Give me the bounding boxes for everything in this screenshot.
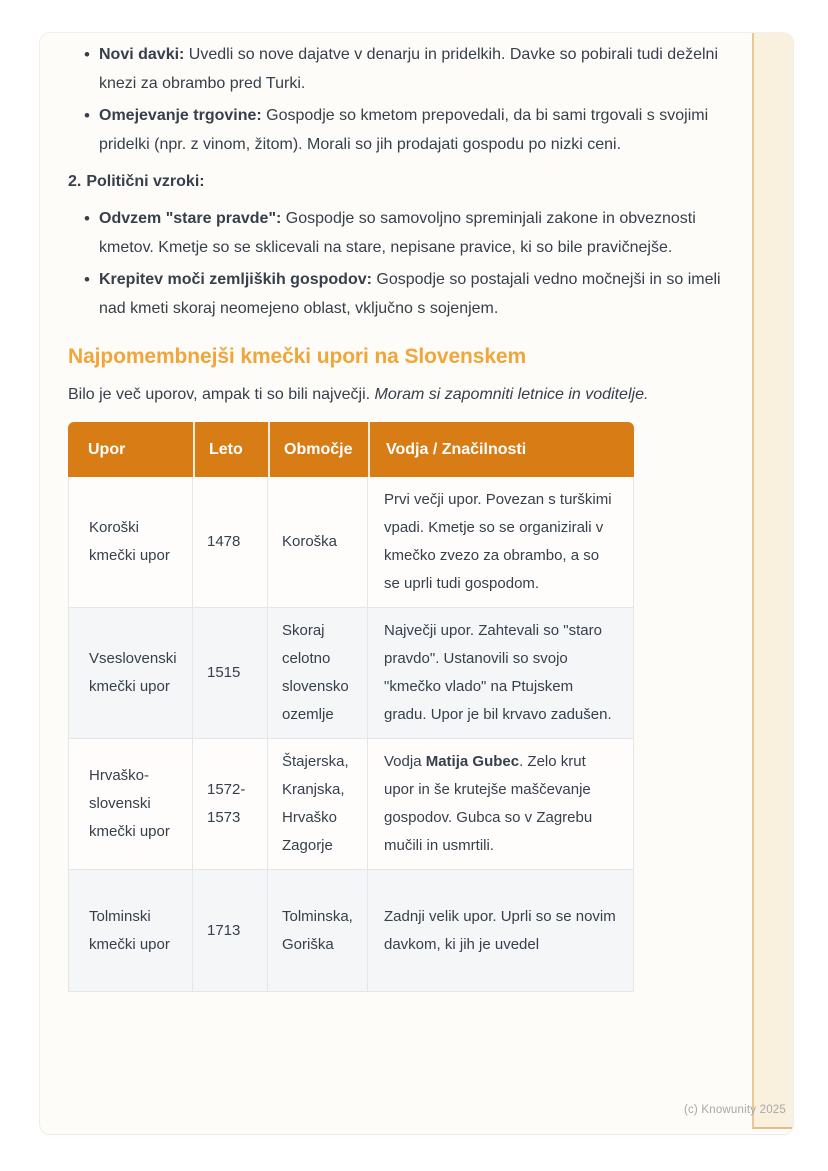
text: . Zelo krut upor in še krutejše maščevanje gospodov. Gubca so v Zagrebu mučili in usmrtili.: [384, 753, 593, 854]
cell-vodja: [368, 739, 634, 870]
text: Gospodje so postajali vedno močnejši in so imeli nad kmeti skoraj neomejeno oblast, vključno s sojenjem.: [99, 271, 721, 317]
cell-leto: 1478: [193, 477, 268, 608]
list-item: [84, 101, 734, 159]
bold-text: Matija Gubec: [425, 753, 520, 770]
column-header-vodja: Vodja / Značilnosti: [368, 422, 634, 477]
cell-upor: Vseslovenski kmečki upor: [68, 608, 193, 739]
bold-text: Omejevanje trgovine:: [99, 107, 262, 124]
table-row: [68, 739, 634, 870]
cell-upor: Tolminski kmečki upor: [68, 870, 193, 992]
section-heading: Najpomembnejši kmečki upori na Slovenskem: [68, 345, 527, 368]
text: Uvedli so nove dajatve v denarju in pridelkih. Davke so pobirali tudi deželni knezi za obrambo pred Turki.: [99, 46, 718, 92]
bold-text: Odvzem "stare pravde":: [99, 210, 282, 227]
cell-vodja: [368, 870, 634, 992]
table-row: [68, 477, 634, 608]
bold-text: Novi davki:: [99, 46, 185, 63]
table-row: [68, 870, 634, 992]
cell-obmocje: Skoraj celotno slovensko ozemlje: [268, 608, 368, 739]
numbered-item-political-causes: [68, 167, 734, 196]
list-item: [84, 265, 734, 323]
cell-vodja: [368, 477, 634, 608]
text: Gospodje so kmetom prepovedali, da bi sami trgovali s svojimi pridelki (npr. z vinom, žitom). Morali so jih prodajati gospodu po nizki ceni.: [99, 107, 709, 153]
italic-text: Moram si zapomniti letnice in voditelje.: [374, 386, 649, 403]
uprisings-table: [68, 422, 634, 992]
cell-leto: 1572-1573: [193, 739, 268, 870]
text: Vodja: [384, 753, 426, 770]
numbered-item-label: Politični vzroki:: [86, 173, 205, 190]
economic-causes-list: [68, 40, 734, 159]
intro-paragraph: [68, 380, 734, 409]
cell-vodja: [368, 608, 634, 739]
text: Zadnji velik upor. Uprli so se novim davkom, ki jih je uvedel: [384, 907, 616, 953]
list-item-number: 2.: [68, 173, 82, 190]
bold-text: Krepitev moči zemljiških gospodov:: [99, 271, 372, 288]
political-causes-list: [68, 204, 734, 323]
text: Največji upor. Zahtevali so "staro pravdo". Ustanovili so svojo "kmečko vlado" na Ptujskem gradu. Upor je bil krvavo zadušen.: [384, 622, 612, 723]
cell-obmocje: Štajerska, Kranjska, Hrvaško Zagorje: [268, 739, 368, 870]
table-row: [68, 608, 634, 739]
text: Gospodje so samovoljno spreminjali zakone in obveznosti kmetov. Kmetje so se sklicevali na stare, nepisane pravice, ki so bile pravičnejše.: [99, 210, 696, 256]
document-page: [40, 33, 793, 1134]
list-item: [84, 40, 734, 98]
cell-obmocje: Koroška: [268, 477, 368, 608]
cell-leto: 1713: [193, 870, 268, 992]
document-content: [40, 33, 793, 992]
cell-obmocje: Tolminska, Goriška: [268, 870, 368, 992]
column-header-leto: Leto: [193, 422, 268, 477]
cell-leto: 1515: [193, 608, 268, 739]
text: Prvi večji upor. Povezan s turškimi vpadi. Kmetje so se organizirali v kmečko zvezo za obrambo, a so se uprli tudi gospodom.: [384, 491, 612, 592]
cell-upor: Koroški kmečki upor: [68, 477, 193, 608]
cell-upor: Hrvaško-slovenski kmečki upor: [68, 739, 193, 870]
table-header-row: [68, 422, 634, 477]
watermark: (c) Knowunity 2025: [683, 1104, 786, 1116]
column-header-obmocje: Območje: [268, 422, 368, 477]
list-item: [84, 204, 734, 262]
column-header-upor: Upor: [68, 422, 193, 477]
text: Bilo je več uporov, ampak ti so bili največji.: [68, 386, 375, 403]
